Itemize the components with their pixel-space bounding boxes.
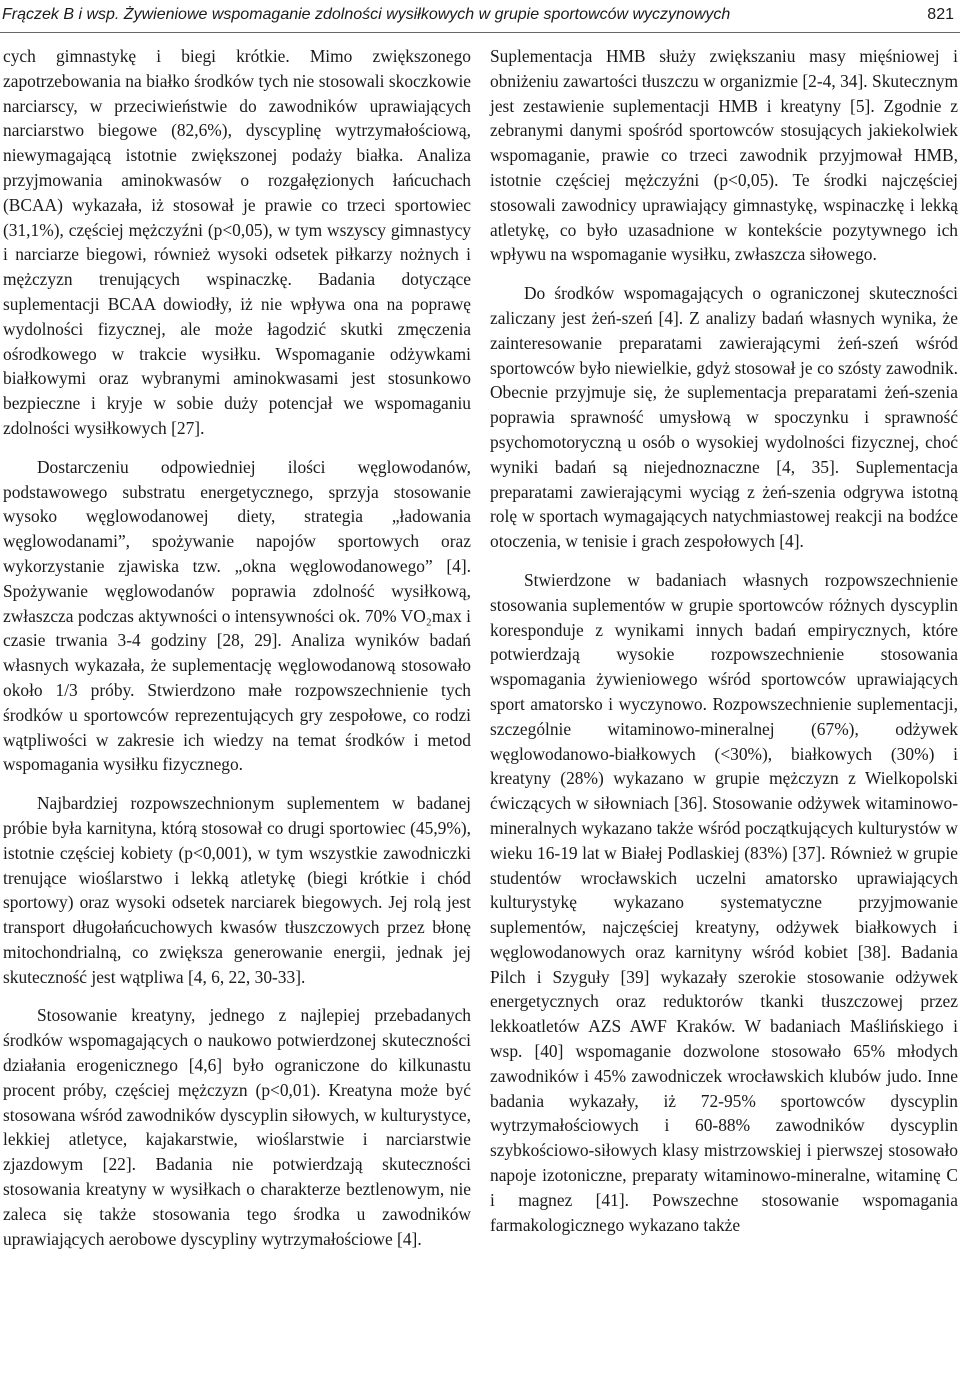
right-column bbox=[490, 44, 958, 1237]
running-header bbox=[0, 0, 960, 30]
paragraph: Suplementacja HMB służy zwiększaniu masy mięśniowej i obniżeniu zawartości tłuszczu w organizmie [2-4, 34]. Skutecznym jest zestawienie suplementacji HMB i kreatyny [5]. Zgodnie z zebranymi danymi spośród sportowców stosujących jakiekolwiek wspomaganie, prawie co trzeci zawodnik przyjmował HMB, istotnie częściej mężczyźni (p<0,05). Te środki najczęściej stosowali zawodnicy uprawiający gimnastykę, wspinaczkę i lekką atletykę, co było uzasadnione w kontekście pozytywnego ich wpływu na wspomaganie wysiłku, zwłaszcza siłowego. bbox=[490, 46, 958, 265]
paragraph: Do środków wspomagających o ograniczonej skuteczności zaliczany jest żeń-szeń [4]. Z analizy badań własnych wynika, że zainteresowanie preparatami zawierającymi żeń-szeń wśród sportowców było niewielkie, gdyż stosował je co szósty zawodnik. Obecnie przyjmuje się, że suplementacja preparatami żeń-szenia poprawia sprawność umysłową w spoczynku i sprawność psychomotoryczną u osób o wysokiej wydolności fizycznej, choć wyniki badań są niejednoznaczne [4, 35]. Suplementacja preparatami zawierającymi wyciąg z żeń-szenia odgrywa istotną rolę w sportach wymagających natychmiastowej reakcji na bodźce otoczenia, w tenisie i grach zespołowych [4]. bbox=[490, 283, 958, 552]
page-number: 821 bbox=[927, 6, 954, 23]
paragraph: Dostarczeniu odpowiedniej ilości węglowodanów, podstawowego substratu energetycznego, sprzyja stosowanie wysoko węglowodanowej diety, strategia „ładowania węglowodanami”, spożywanie napojów sportowych oraz wykorzystanie zjawiska tzw. „okna węglowodanowego” [4]. Spożywanie węglowodanów poprawia zdolność wysiłkową, zwłaszcza podczas aktywności o intensywności ok. 70% VO₂max i czasie trwania 3-4 godziny [28, 29]. Analiza wyników badań własnych wykazała, że suplementację węglowodanową stosowało około 1/3 próby. Stwierdzono małe rozpowszechnienie tych środków u sportowców reprezentujących gry zespołowe, co rodzi wątpliwości w zakresie ich wiedzy na temat środków i metod wspomagania wysiłku fizycznego. bbox=[3, 456, 471, 775]
paragraph: Najbardziej rozpowszechnionym suplementem w badanej próbie była karnityna, którą stosował co drugi sportowiec (45,9%), istotnie częściej kobiety (p<0,001), w tym wszystkie zawodniczki trenujące wioślarstwo i lekką atletykę (biegi krótkie i chód sportowy) oraz wysoki odsetek narciarek biegowych. Jej rolą jest transport długołańcuchowych kwasów tłuszczowych przez błonę mitochondrialną, co zwiększa generowanie energii, jednak jej skuteczność jest wątpliwa [4, 6, 22, 30-33]. bbox=[3, 793, 471, 987]
paragraph: Stosowanie kreatyny, jednego z najlepiej przebadanych środków wspomagających o naukowo potwierdzonej skuteczności działania erogenicznego [4,6] było ograniczone do kilkunastu procent próby, częściej mężczyzn (p<0,01). Kreatyna może być stosowana wśród zawodników dyscyplin siłowych, w kulturystyce, lekkiej atletyce, kajakarstwie, wioślarstwie i narciarstwie zjazdowym [22]. Badania nie potwierdzają skuteczności stosowania kreatyny w wysiłkach o charakterze beztlenowym, nie zaleca się także stosowania tego środka u zawodników uprawiających aerobowe dyscypliny wytrzymałościowe [4]. bbox=[3, 1005, 471, 1249]
header-rule bbox=[0, 32, 960, 33]
running-header-title: Frączek B i wsp. Żywieniowe wspomaganie zdolności wysiłkowych w grupie sportowców wyczynowych bbox=[2, 6, 731, 23]
left-column bbox=[3, 44, 471, 1251]
paragraph: Stwierdzone w badaniach własnych rozpowszechnienie stosowania suplementów w grupie sportowców różnych dyscyplin koresponduje z wynikami innych badań empirycznych, które potwierdzają wysokie rozpowszechnienie stosowania wspomagania żywieniowego wśród sportowców uprawiających sport amatorsko i wyczynowo. Rozpowszechnienie suplementacji, szczególnie witaminowo-mineralnej (67%), odżywek węglowodanowo-białkowych (<30%), białkowych (30%) i kreatyny (28%) wykazano w grupie mężczyzn z Wielkopolski ćwiczących w siłowniach [36]. Stosowanie odżywek witaminowo-mineralnych wykazano także wśród początkujących kulturystów w wieku 16-19 lat w Białej Podlaskiej (83%) [37]. Również w grupie studentów wrocławskich uczelni amatorsko uprawiających kulturystykę wykazano systematyczne przyjmowanie suplementów, najczęściej kreatyny, odżywek białkowych i węglowodanowych oraz karnityny wśród kobiet [38]. Badania Pilch i Szyguły [39] wykazały szerokie stosowanie odżywek energetycznych oraz reduktorów tkanki tłuszczowej przez lekkoatletów AZS AWF Kraków. W badaniach Maślińskiego i wsp. [40] wspomaganie dozwolone stosowało 65% młodych zawodników i 45% zawodniczek wrocławskich klubów judo. Inne badania wykazały, iż 72-95% sportowców dyscyplin wytrzymałościowych i 60-88% zawodników dyscyplin szybkościowo-siłowych klasy mistrzowskiej i pierwszej stosowało napoje izotoniczne, preparaty witaminowo-mineralne, witaminę C i magnez [41]. Powszechne stosowanie wspomagania farmakologicznego wykazano także bbox=[490, 569, 958, 1235]
paragraph: cych gimnastykę i biegi krótkie. Mimo zwiększonego zapotrzebowania na białko środków tych nie stosowali skoczkowie narciarscy, w przeciwieństwie do zawodników uprawiających narciarstwo biegowe (82,6%), dyscyplinę wytrzymałościową, niewymagającą istotnie zwiększonej podaży białka. Analiza przyjmowania aminokwasów o rozgałęzionych łańcuchach (BCAA) wykazała, iż stosował je prawie co trzeci sportowiec (31,1%), częściej mężczyźni (p<0,05), w tym wszyscy gimnastycy i narciarze biegowi, również wysoki odsetek piłkarzy nożnych i mężczyzn trenujących wspinaczkę. Badania dotyczące suplementacji BCAA dowiodły, iż nie wpływa ona na poprawę wydolności fizycznej, ale może łagodzić skutki zmęczenia ośrodkowego w trakcie wysiłku. Wspomaganie odżywkami białkowymi oraz wybranymi aminokwasami jest stosunkowo bezpieczne i kryje w sobie duży potencjał we wspomaganiu zdolności wysiłkowych [27]. bbox=[3, 46, 471, 438]
